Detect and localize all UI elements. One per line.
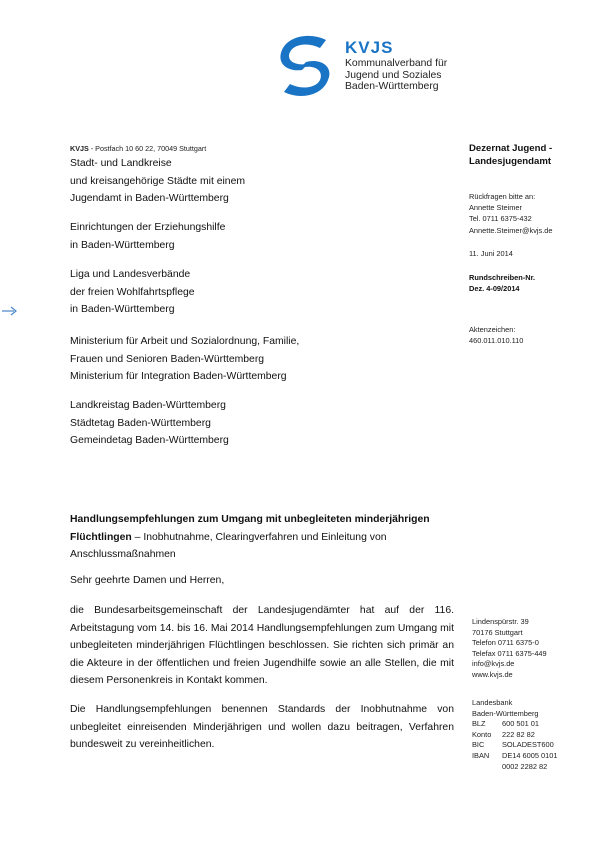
contact-email[interactable]: Annette.Steimer@kvjs.de xyxy=(469,225,553,235)
bank-row xyxy=(472,751,557,762)
bank-value: SOLADEST600 xyxy=(502,740,554,750)
recipient-line: Städtetag Baden-Württemberg xyxy=(70,417,211,429)
recipient-line: Stadt- und Landkreise xyxy=(70,158,172,169)
recipient-block-4 xyxy=(70,333,299,386)
file-ref-block xyxy=(469,324,523,346)
sender-address: - Postfach 10 60 22, 70049 Stuttgart xyxy=(88,144,207,153)
recipient-line: Frauen und Senioren Baden-Württemberg xyxy=(70,353,265,365)
bank-row xyxy=(472,762,557,773)
address-email[interactable]: info@kvjs.de xyxy=(472,659,515,669)
sender-line xyxy=(70,144,206,153)
recipient-line: Ministerium für Arbeit und Sozialordnung, Familie, xyxy=(70,336,300,347)
recipient-line: in Baden-Württemberg xyxy=(70,304,175,316)
logo-line-2: Jugend und Soziales xyxy=(345,69,442,81)
address-web[interactable]: www.kvjs.de xyxy=(472,669,513,679)
bank-name-1: Landesbank xyxy=(472,698,513,707)
recipient-line: Gemeindetag Baden-Württemberg xyxy=(70,435,229,447)
circular-label: Rundschreiben-Nr. xyxy=(469,273,536,282)
body-paragraph-1: die Bundesarbeitsgemeinschaft der Landesjugendämter hat auf der 116. Arbeitstagung vom 14. bis 16. Mai 2014 Handlungsempfehlungen zum Umgang mit unbegleiteten minderjährigen Flüchtlingen beschlossen. Sie richten sich primär an die Akteure in der öffentlichen und freien Jugendhilfe sowie an alle Stellen, die mit diesem Personenkreis in Kontakt kommen. xyxy=(70,605,454,687)
department-line-1: Dezernat Jugend - xyxy=(469,143,553,154)
recipient-line: Jugendamt in Baden-Württemberg xyxy=(70,193,229,205)
fold-mark-arrow-icon xyxy=(2,305,18,317)
bank-key xyxy=(472,762,502,773)
logo-name: KVJS xyxy=(345,38,394,57)
bank-row xyxy=(472,730,557,741)
salutation: Sehr geehrte Damen und Herren, xyxy=(70,575,225,586)
recipient-block-5 xyxy=(70,397,229,450)
bank-block xyxy=(472,698,557,772)
address-street: Lindenspürstr. 39 xyxy=(472,617,529,626)
address-phone: Telefon 0711 6375-0 xyxy=(472,638,539,648)
circular-number: Dez. 4-09/2014 xyxy=(469,284,520,294)
bank-key: IBAN xyxy=(472,750,490,760)
department-line-2: Landesjugendamt xyxy=(469,155,552,167)
recipient-line: und kreisangehörige Städte mit einem xyxy=(70,175,246,187)
bank-name-2: Baden-Württemberg xyxy=(472,708,539,718)
contact-phone: Tel. 0711 6375-432 xyxy=(469,214,532,224)
logo-line-3: Baden-Württemberg xyxy=(345,81,439,92)
kvjs-logo-icon xyxy=(274,34,334,98)
recipient-line: Landkreistag Baden-Württemberg xyxy=(70,400,226,411)
bank-row xyxy=(472,719,557,730)
recipient-block-3 xyxy=(70,266,195,319)
recipient-block-2 xyxy=(70,219,225,254)
address-block xyxy=(472,617,547,681)
body-paragraph-2: Die Handlungsempfehlungen benennen Standards der Inobhutnahme von unbegleitet einreisenden Minderjährigen und wollen dazu beitragen, Verfahren bundesweit zu vereinheitlichen. xyxy=(70,704,454,751)
circular-block xyxy=(469,272,535,294)
bank-table xyxy=(472,719,557,772)
bank-value: 600 501 01 xyxy=(502,719,539,729)
contact-block xyxy=(469,191,553,236)
recipient-block-1 xyxy=(70,155,245,208)
logo-text xyxy=(345,38,447,93)
logo-line-1: Kommunalverband für xyxy=(345,58,448,69)
recipient-line: Ministerium für Integration Baden-Württemberg xyxy=(70,371,287,383)
department xyxy=(469,143,552,168)
recipient-line: Liga und Landesverbände xyxy=(70,269,191,280)
file-ref-label: Aktenzeichen: xyxy=(469,325,516,334)
address-city: 70176 Stuttgart xyxy=(472,627,523,637)
file-ref-number: 460.011.010.110 xyxy=(469,336,524,346)
bank-value: 222 82 82 xyxy=(502,729,535,739)
recipient-line: in Baden-Württemberg xyxy=(70,239,175,251)
sender-org: KVJS xyxy=(70,144,89,153)
subject-bold: Handlungsempfehlungen zum Umgang mit unbegleiteten minderjährigen Flüchtlingen xyxy=(70,514,430,543)
bank-key: BIC xyxy=(472,740,485,750)
address-fax: Telefax 0711 6375-449 xyxy=(472,648,547,658)
bank-value: 0002 2282 82 xyxy=(502,761,548,771)
bank-key: Konto xyxy=(472,729,492,739)
recipient-line: Einrichtungen der Erziehungshilfe xyxy=(70,222,226,233)
contact-name: Annette Steimer xyxy=(469,203,522,213)
bank-row xyxy=(472,740,557,751)
letter-date: 11. Juni 2014 xyxy=(469,249,513,258)
subject-rest: – Inobhutnahme, Clearingverfahren und Einleitung von Anschlussmaßnahmen xyxy=(70,531,387,561)
bank-value: DE14 6005 0101 xyxy=(502,750,558,760)
subject-line xyxy=(70,511,460,564)
bank-key: BLZ xyxy=(472,719,486,729)
recipient-line: der freien Wohlfahrtspflege xyxy=(70,286,195,298)
queries-label: Rückfragen bitte an: xyxy=(469,192,536,201)
